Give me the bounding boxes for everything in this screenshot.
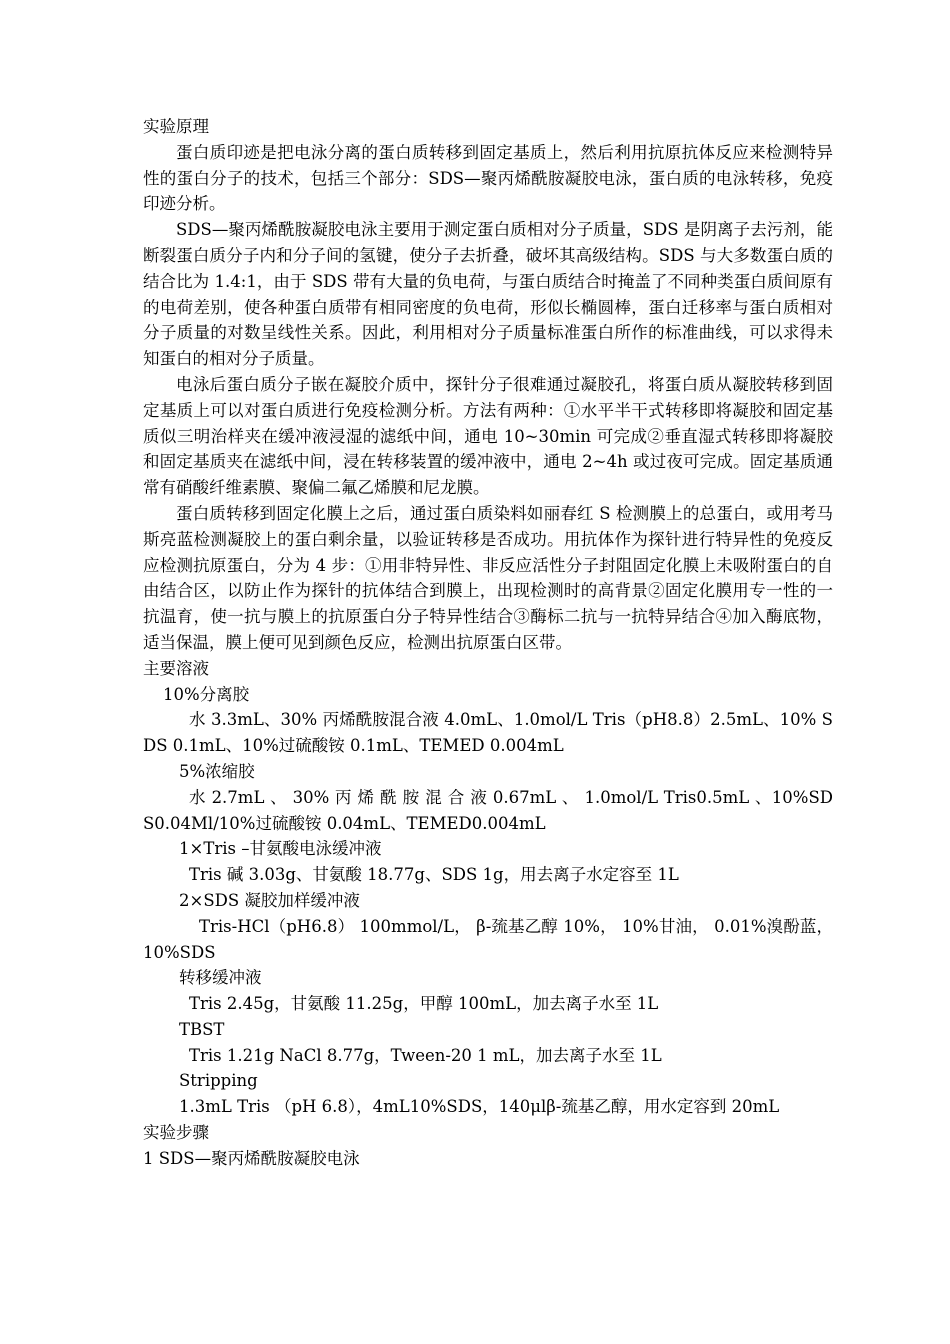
solution-detail-tbst: Tris 1.21g NaCl 8.77g，Tween-20 1 mL，加去离子水至 1L — [189, 1045, 662, 1065]
solution-detail-stripping: 1.3mL Tris （pH 6.8），4mL10%SDS，140μlβ-巯基乙醇，用水定容到 20mL — [179, 1097, 780, 1117]
section-heading-solutions: 主要溶液 — [143, 658, 209, 678]
solution-name-tbst: TBST — [179, 1019, 225, 1039]
solution-detail-transfer-buffer: Tris 2.45g，甘氨酸 11.25g，甲醇 100mL，加去离子水至 1L — [189, 994, 659, 1014]
solution-name-separating-gel: 10%分离胶 — [163, 684, 250, 704]
solution-name-loading-buffer: 2×SDS 凝胶加样缓冲液 — [179, 890, 360, 910]
solution-detail-loading-buffer: Tris-HCl（pH6.8） 100mmol/L， β-巯基乙醇 10%， 10%甘油， 0.01%溴酚蓝，10%SDS — [143, 916, 833, 962]
solution-name-transfer-buffer: 转移缓冲液 — [179, 968, 262, 988]
solution-name-running-buffer: 1×Tris –甘氨酸电泳缓冲液 — [179, 839, 382, 859]
procedure-step-1: 1 SDS—聚丙烯酰胺凝胶电泳 — [143, 1148, 360, 1168]
solution-name-stripping: Stripping — [179, 1071, 258, 1091]
section-heading-procedure: 实验步骤 — [143, 1123, 209, 1143]
document-body — [143, 114, 833, 1172]
paragraph-western-blot-intro: 蛋白质印迹是把电泳分离的蛋白质转移到固定基质上，然后利用抗原抗体反应来检测特异性的蛋白分子的技术，包括三个部分：SDS—聚丙烯酰胺凝胶电泳，蛋白质的电泳转移，免疫印迹分析。 — [143, 142, 833, 214]
solution-detail-stacking-gel: 水 2.7mL 、 30% 丙 烯 酰 胺 混 合 液 0.67mL 、 1.0mol/L Tris0.5mL 、10%SDS0.04Ml/10%过硫酸铵 0.04mL、TEMED0.004mL — [143, 787, 833, 833]
section-heading-principle: 实验原理 — [143, 117, 209, 136]
paragraph-transfer: 电泳后蛋白质分子嵌在凝胶介质中，探针分子很难通过凝胶孔，将蛋白质从凝胶转移到固定基质上可以对蛋白质进行免疫检测分析。方法有两种：①水平半干式转移即将凝胶和固定基质似三明治样夹在缓冲液浸湿的滤纸中间，通电 10~30min 可完成②垂直湿式转移即将凝胶和固定基质夹在滤纸中间，浸在转移装置的缓冲液中，通电 2~4h 或过夜可完成。固定基质通常有硝酸纤维素膜、聚偏二氟乙烯膜和尼龙膜。 — [143, 374, 833, 498]
paragraph-immunodetection: 蛋白质转移到固定化膜上之后，通过蛋白质染料如丽春红 S 检测膜上的总蛋白，或用考马斯亮蓝检测凝胶上的蛋白剩余量，以验证转移是否成功。用抗体作为探针进行特异性的免疫反应检测抗原蛋白，分为 4 步：①用非特异性、非反应活性分子封阻固定化膜上未吸附蛋白的自由结合区，以防止作为探针的抗体结合到膜上，出现检测时的高背景②固定化膜用专一性的一抗温育，使一抗与膜上的抗原蛋白分子特异性结合③酶标二抗与一抗特异结合④加入酶底物，适当保温，膜上便可见到颜色反应，检测出抗原蛋白区带。 — [143, 503, 833, 652]
paragraph-sds-page: SDS—聚丙烯酰胺凝胶电泳主要用于测定蛋白质相对分子质量，SDS 是阴离子去污剂，能断裂蛋白质分子内和分子间的氢键，使分子去折叠，破坏其高级结构。SDS 与大多数蛋白质的结合比为 1.4:1，由于 SDS 带有大量的负电荷，与蛋白质结合时掩盖了不同种类蛋白质间原有的电荷差别，使各种蛋白质带有相同密度的负电荷，形似长椭圆棒，蛋白迁移率与蛋白质相对分子质量的对数呈线性关系。因此，利用相对分子质量标准蛋白所作的标准曲线，可以求得未知蛋白的相对分子质量。 — [143, 220, 833, 369]
solution-detail-running-buffer: Tris 碱 3.03g、甘氨酸 18.77g、SDS 1g，用去离子水定容至 1L — [189, 865, 679, 885]
solution-name-stacking-gel: 5%浓缩胶 — [179, 761, 255, 781]
solution-detail-separating-gel: 水 3.3mL、30% 丙烯酰胺混合液 4.0mL、1.0mol/L Tris（pH8.8）2.5mL、10% SDS 0.1mL、10%过硫酸铵 0.1mL、TEMED 0.004mL — [143, 710, 833, 756]
